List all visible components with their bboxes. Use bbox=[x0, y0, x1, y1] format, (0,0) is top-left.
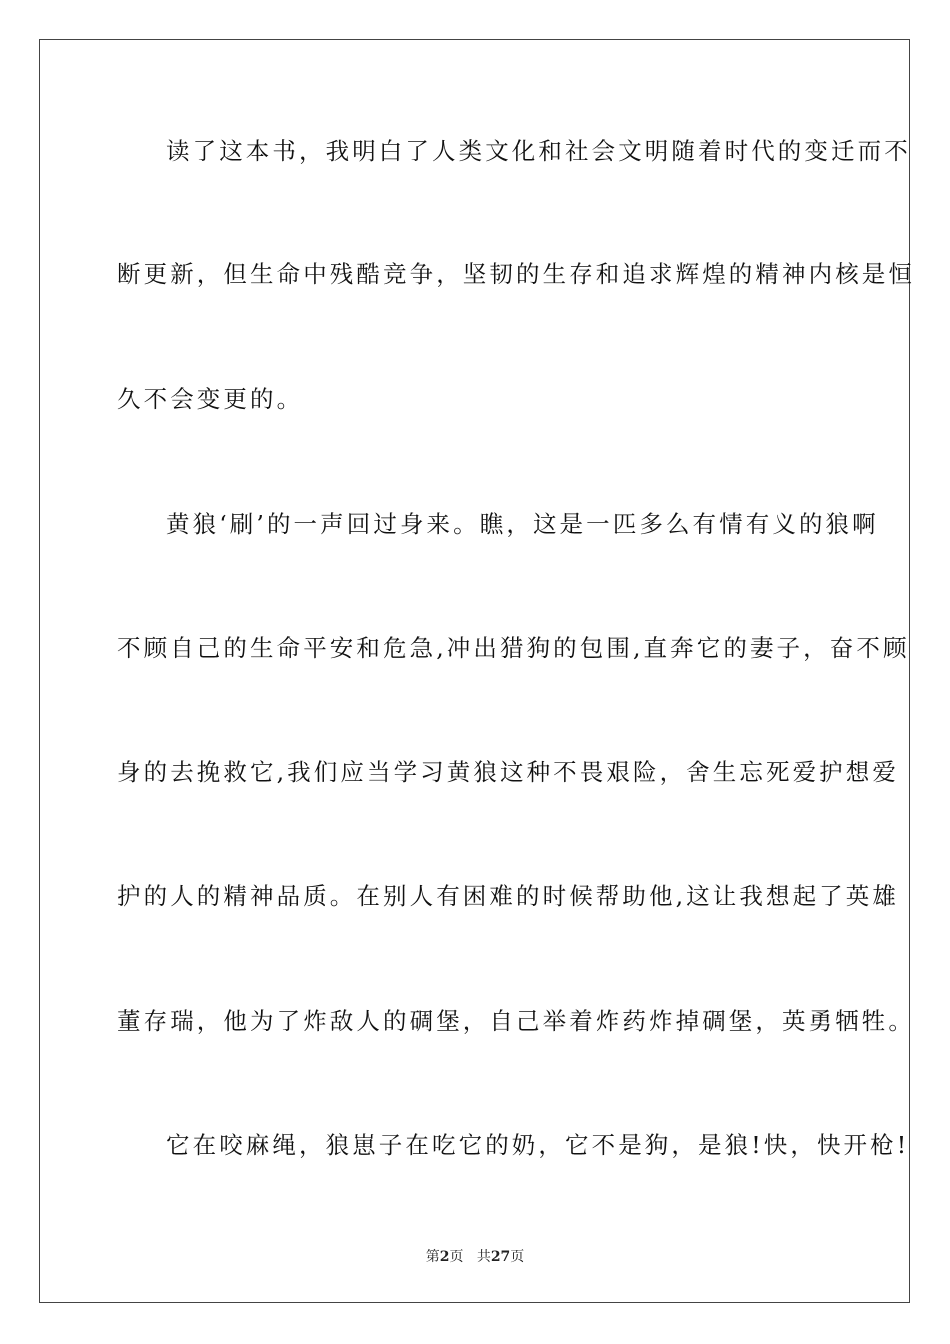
page-border bbox=[39, 39, 915, 1303]
footer-total-suffix: 页 bbox=[510, 1249, 525, 1265]
current-page-number: 2 bbox=[439, 1249, 450, 1265]
paragraph-2-line-1: 黄狼‘刷’的一声回过身来。瞧，这是一匹多么有情有义的狼啊 bbox=[166, 510, 879, 538]
paragraph-1-line-1: 读了这本书，我明白了人类文化和社会文明随着时代的变迁而不 bbox=[166, 137, 911, 165]
paragraph-1-line-3: 久不会变更的。 bbox=[117, 385, 304, 413]
footer-page-word: 页 bbox=[449, 1249, 464, 1265]
footer-prefix: 第 bbox=[425, 1249, 440, 1265]
paragraph-2-line-4: 护的人的精神品质。在别人有困难的时候帮助他,这让我想起了英雄 bbox=[117, 882, 899, 910]
paragraph-2-line-3: 身的去挽救它,我们应当学习黄狼这种不畏艰险，舍生忘死爱护想爱 bbox=[117, 758, 899, 786]
paragraph-2-line-2: 不顾自己的生命平安和危急,冲出猎狗的包围,直奔它的妻子，奋不顾 bbox=[117, 634, 910, 662]
total-page-count: 27 bbox=[490, 1249, 511, 1265]
paragraph-3-line-1: 它在咬麻绳，狼崽子在吃它的奶，它不是狗，是狼!快，快开枪! bbox=[166, 1131, 910, 1159]
paragraph-1-line-2: 断更新，但生命中残酷竞争，坚韧的生存和追求辉煌的精神内核是恒 bbox=[117, 260, 915, 288]
footer-total-prefix: 共 bbox=[476, 1249, 491, 1265]
paragraph-2-line-5: 董存瑞，他为了炸敌人的碉堡，自己举着炸药炸掉碉堡，英勇牺牲。 bbox=[117, 1007, 915, 1035]
page-footer bbox=[0, 1248, 950, 1266]
